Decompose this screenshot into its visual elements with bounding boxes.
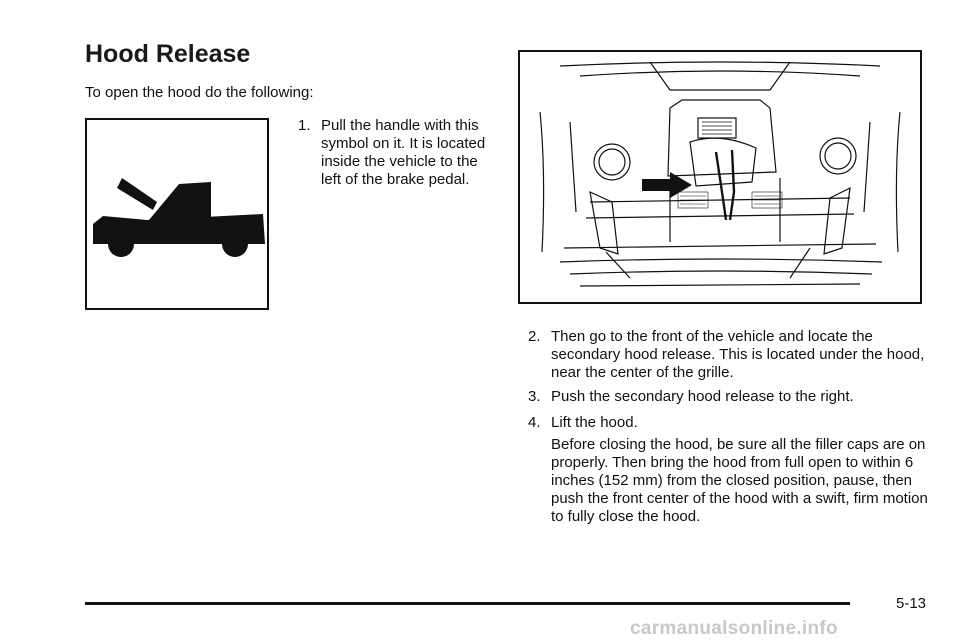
- step-text: Push the secondary hood release to the right.: [551, 388, 854, 405]
- step-4: [528, 414, 928, 432]
- step-number: 1.: [298, 117, 311, 134]
- section-title: Hood Release: [85, 40, 251, 68]
- hood-release-illustration: [518, 50, 922, 304]
- footer-rule: [85, 602, 850, 605]
- step-text: Lift the hood.: [551, 414, 638, 431]
- page-number: 5-13: [896, 595, 927, 612]
- step-text: Then go to the front of the vehicle and locate the secondary hood release. This is located under the hood, near the center of the grille.: [551, 328, 925, 381]
- step-number: 2.: [528, 328, 541, 345]
- arrow-right-icon: [640, 170, 694, 200]
- step-number: 3.: [528, 388, 541, 405]
- step-number: 4.: [528, 414, 541, 431]
- closing-note: Before closing the hood, be sure all the filler caps are on properly. Then bring the hood from full open to within 6 inches (152 mm) from the closed position, pause, then push the front center of the hood with a swift, firm motion to fully close the hood.: [551, 436, 928, 525]
- watermark: carmanualsonline.info: [630, 618, 838, 639]
- step-text: Pull the handle with this symbol on it. It is located inside the vehicle to the left of the brake pedal.: [321, 117, 486, 188]
- hood-open-truck-icon: [87, 120, 267, 308]
- intro-text: To open the hood do the following:: [85, 84, 314, 101]
- step-2: [528, 328, 928, 382]
- step-3: [528, 388, 928, 406]
- hood-symbol-box: [85, 118, 269, 310]
- step-1: [298, 117, 498, 189]
